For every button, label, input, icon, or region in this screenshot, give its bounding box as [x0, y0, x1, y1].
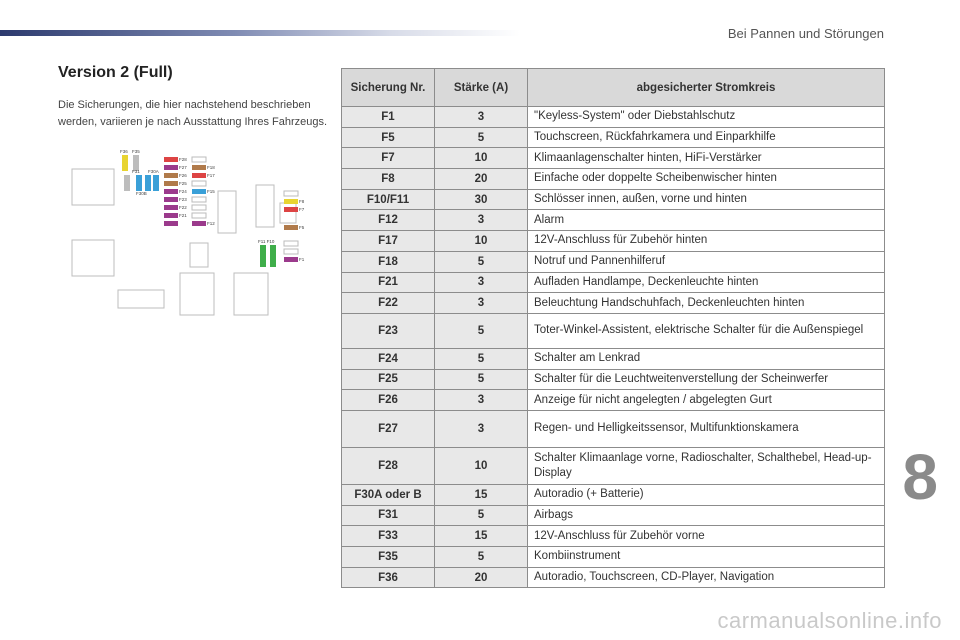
fuse-cell: F33 [342, 526, 435, 547]
circuit-cell: 12V-Anschluss für Zubehör vorne [528, 526, 885, 547]
svg-text:F22: F22 [179, 205, 187, 210]
header-amperage: Stärke (A) [435, 69, 528, 107]
svg-text:F28: F28 [179, 157, 187, 162]
circuit-cell: Schalter für die Leuchtweitenverstellung der Scheinwerfer [528, 369, 885, 390]
fuse-cell: F8 [342, 169, 435, 190]
table-row [342, 505, 885, 526]
amp-cell: 5 [435, 251, 528, 272]
table-row [342, 189, 885, 210]
table-row [342, 526, 885, 547]
svg-text:F5: F5 [299, 225, 305, 230]
fuse-cell: F12 [342, 210, 435, 231]
fuse-cell: F10/F11 [342, 189, 435, 210]
circuit-cell: Kombiinstrument [528, 547, 885, 568]
fuse-cell: F23 [342, 313, 435, 348]
table-header-row [342, 69, 885, 107]
svg-text:F23: F23 [179, 197, 187, 202]
svg-text:F26: F26 [179, 173, 187, 178]
circuit-cell: Aufladen Handlampe, Deckenleuchte hinten [528, 272, 885, 293]
svg-text:F11 F10: F11 F10 [258, 239, 275, 244]
table-row [342, 447, 885, 484]
section-intro: Die Sicherungen, die hier nachstehend beschrieben werden, variieren je nach Ausstattung Ihres Fahrzeugs. [58, 99, 328, 128]
amp-cell: 30 [435, 189, 528, 210]
svg-text:F27: F27 [179, 165, 187, 170]
table-row [342, 148, 885, 169]
header-fuse-number: Sicherung Nr. [342, 69, 435, 107]
circuit-cell: Klimaanlagenschalter hinten, HiFi-Verstärker [528, 148, 885, 169]
fuse-box-diagram [62, 145, 324, 320]
amp-cell: 3 [435, 210, 528, 231]
circuit-cell: Airbags [528, 505, 885, 526]
circuit-cell: Schalter Klimaanlage vorne, Radioschalter, Schalthebel, Head-up-Display [528, 447, 885, 484]
table-row [342, 484, 885, 505]
fuse-cell: F26 [342, 390, 435, 411]
table-row [342, 272, 885, 293]
amp-cell: 5 [435, 348, 528, 369]
svg-text:F24: F24 [179, 189, 187, 194]
chapter-title: Bei Pannen und Störungen [727, 26, 884, 41]
fuse-cell: F18 [342, 251, 435, 272]
table-row [342, 210, 885, 231]
fuse-cell: F22 [342, 293, 435, 314]
table-row [342, 293, 885, 314]
amp-cell: 3 [435, 390, 528, 411]
fuse-cell: F36 [342, 567, 435, 588]
table-row [342, 410, 885, 447]
fuse-cell: F7 [342, 148, 435, 169]
header-protected-circuit: abgesicherter Stromkreis [528, 69, 885, 107]
svg-text:F15: F15 [207, 189, 215, 194]
chapter-number: 8 [902, 441, 938, 513]
circuit-cell: Beleuchtung Handschuhfach, Deckenleuchten hinten [528, 293, 885, 314]
table-row [342, 390, 885, 411]
table-row [342, 107, 885, 128]
amp-cell: 10 [435, 231, 528, 252]
amp-cell: 5 [435, 313, 528, 348]
amp-cell: 5 [435, 369, 528, 390]
svg-text:F31: F31 [132, 169, 140, 174]
fuse-cell: F24 [342, 348, 435, 369]
svg-text:F1: F1 [299, 257, 305, 262]
fuse-cell: F17 [342, 231, 435, 252]
circuit-cell: Anzeige für nicht angelegten / abgelegten Gurt [528, 390, 885, 411]
fuse-cell: F30A oder B [342, 484, 435, 505]
circuit-cell: Toter-Winkel-Assistent, elektrische Schalter für die Außenspiegel [528, 313, 885, 348]
circuit-cell: Notruf und Pannenhilferuf [528, 251, 885, 272]
amp-cell: 3 [435, 107, 528, 128]
svg-text:F17: F17 [207, 173, 215, 178]
header-accent-bar [0, 30, 520, 36]
table-row [342, 231, 885, 252]
circuit-cell: Schlösser innen, außen, vorne und hinten [528, 189, 885, 210]
circuit-cell: Alarm [528, 210, 885, 231]
svg-text:F8: F8 [299, 199, 305, 204]
amp-cell: 3 [435, 410, 528, 447]
fuse-cell: F25 [342, 369, 435, 390]
fuse-cell: F27 [342, 410, 435, 447]
svg-text:F30A: F30A [148, 169, 159, 174]
svg-text:F7: F7 [299, 207, 305, 212]
svg-text:F36: F36 [120, 149, 128, 154]
amp-cell: 3 [435, 272, 528, 293]
svg-text:F12: F12 [207, 221, 215, 226]
table-row [342, 567, 885, 588]
fuse-table [341, 68, 885, 588]
fuse-cell: F35 [342, 547, 435, 568]
fuse-cell: F1 [342, 107, 435, 128]
circuit-cell: Schalter am Lenkrad [528, 348, 885, 369]
circuit-cell: Touchscreen, Rückfahrkamera und Einparkhilfe [528, 127, 885, 148]
fuse-table-body [342, 107, 885, 588]
table-row [342, 369, 885, 390]
svg-text:F35: F35 [132, 149, 140, 154]
watermark: carmanualsonline.info [717, 608, 942, 633]
circuit-cell: "Keyless-System" oder Diebstahlschutz [528, 107, 885, 128]
amp-cell: 20 [435, 567, 528, 588]
fuse-cell: F5 [342, 127, 435, 148]
amp-cell: 5 [435, 547, 528, 568]
circuit-cell: 12V-Anschluss für Zubehör hinten [528, 231, 885, 252]
table-row [342, 348, 885, 369]
amp-cell: 10 [435, 148, 528, 169]
svg-text:F18: F18 [207, 165, 215, 170]
section-title: Version 2 (Full) [58, 64, 173, 81]
circuit-cell: Autoradio (+ Batterie) [528, 484, 885, 505]
table-row [342, 251, 885, 272]
circuit-cell: Einfache oder doppelte Scheibenwischer hinten [528, 169, 885, 190]
svg-text:F30B: F30B [136, 191, 147, 196]
svg-text:F21: F21 [179, 213, 187, 218]
amp-cell: 5 [435, 127, 528, 148]
table-row [342, 313, 885, 348]
table-row [342, 127, 885, 148]
amp-cell: 15 [435, 484, 528, 505]
amp-cell: 5 [435, 505, 528, 526]
amp-cell: 10 [435, 447, 528, 484]
fuse-cell: F31 [342, 505, 435, 526]
table-row [342, 169, 885, 190]
amp-cell: 15 [435, 526, 528, 547]
table-row [342, 547, 885, 568]
circuit-cell: Autoradio, Touchscreen, CD-Player, Navigation [528, 567, 885, 588]
circuit-cell: Regen- und Helligkeitssensor, Multifunktionskamera [528, 410, 885, 447]
fuse-cell: F28 [342, 447, 435, 484]
amp-cell: 20 [435, 169, 528, 190]
amp-cell: 3 [435, 293, 528, 314]
svg-text:F25: F25 [179, 181, 187, 186]
fuse-cell: F21 [342, 272, 435, 293]
